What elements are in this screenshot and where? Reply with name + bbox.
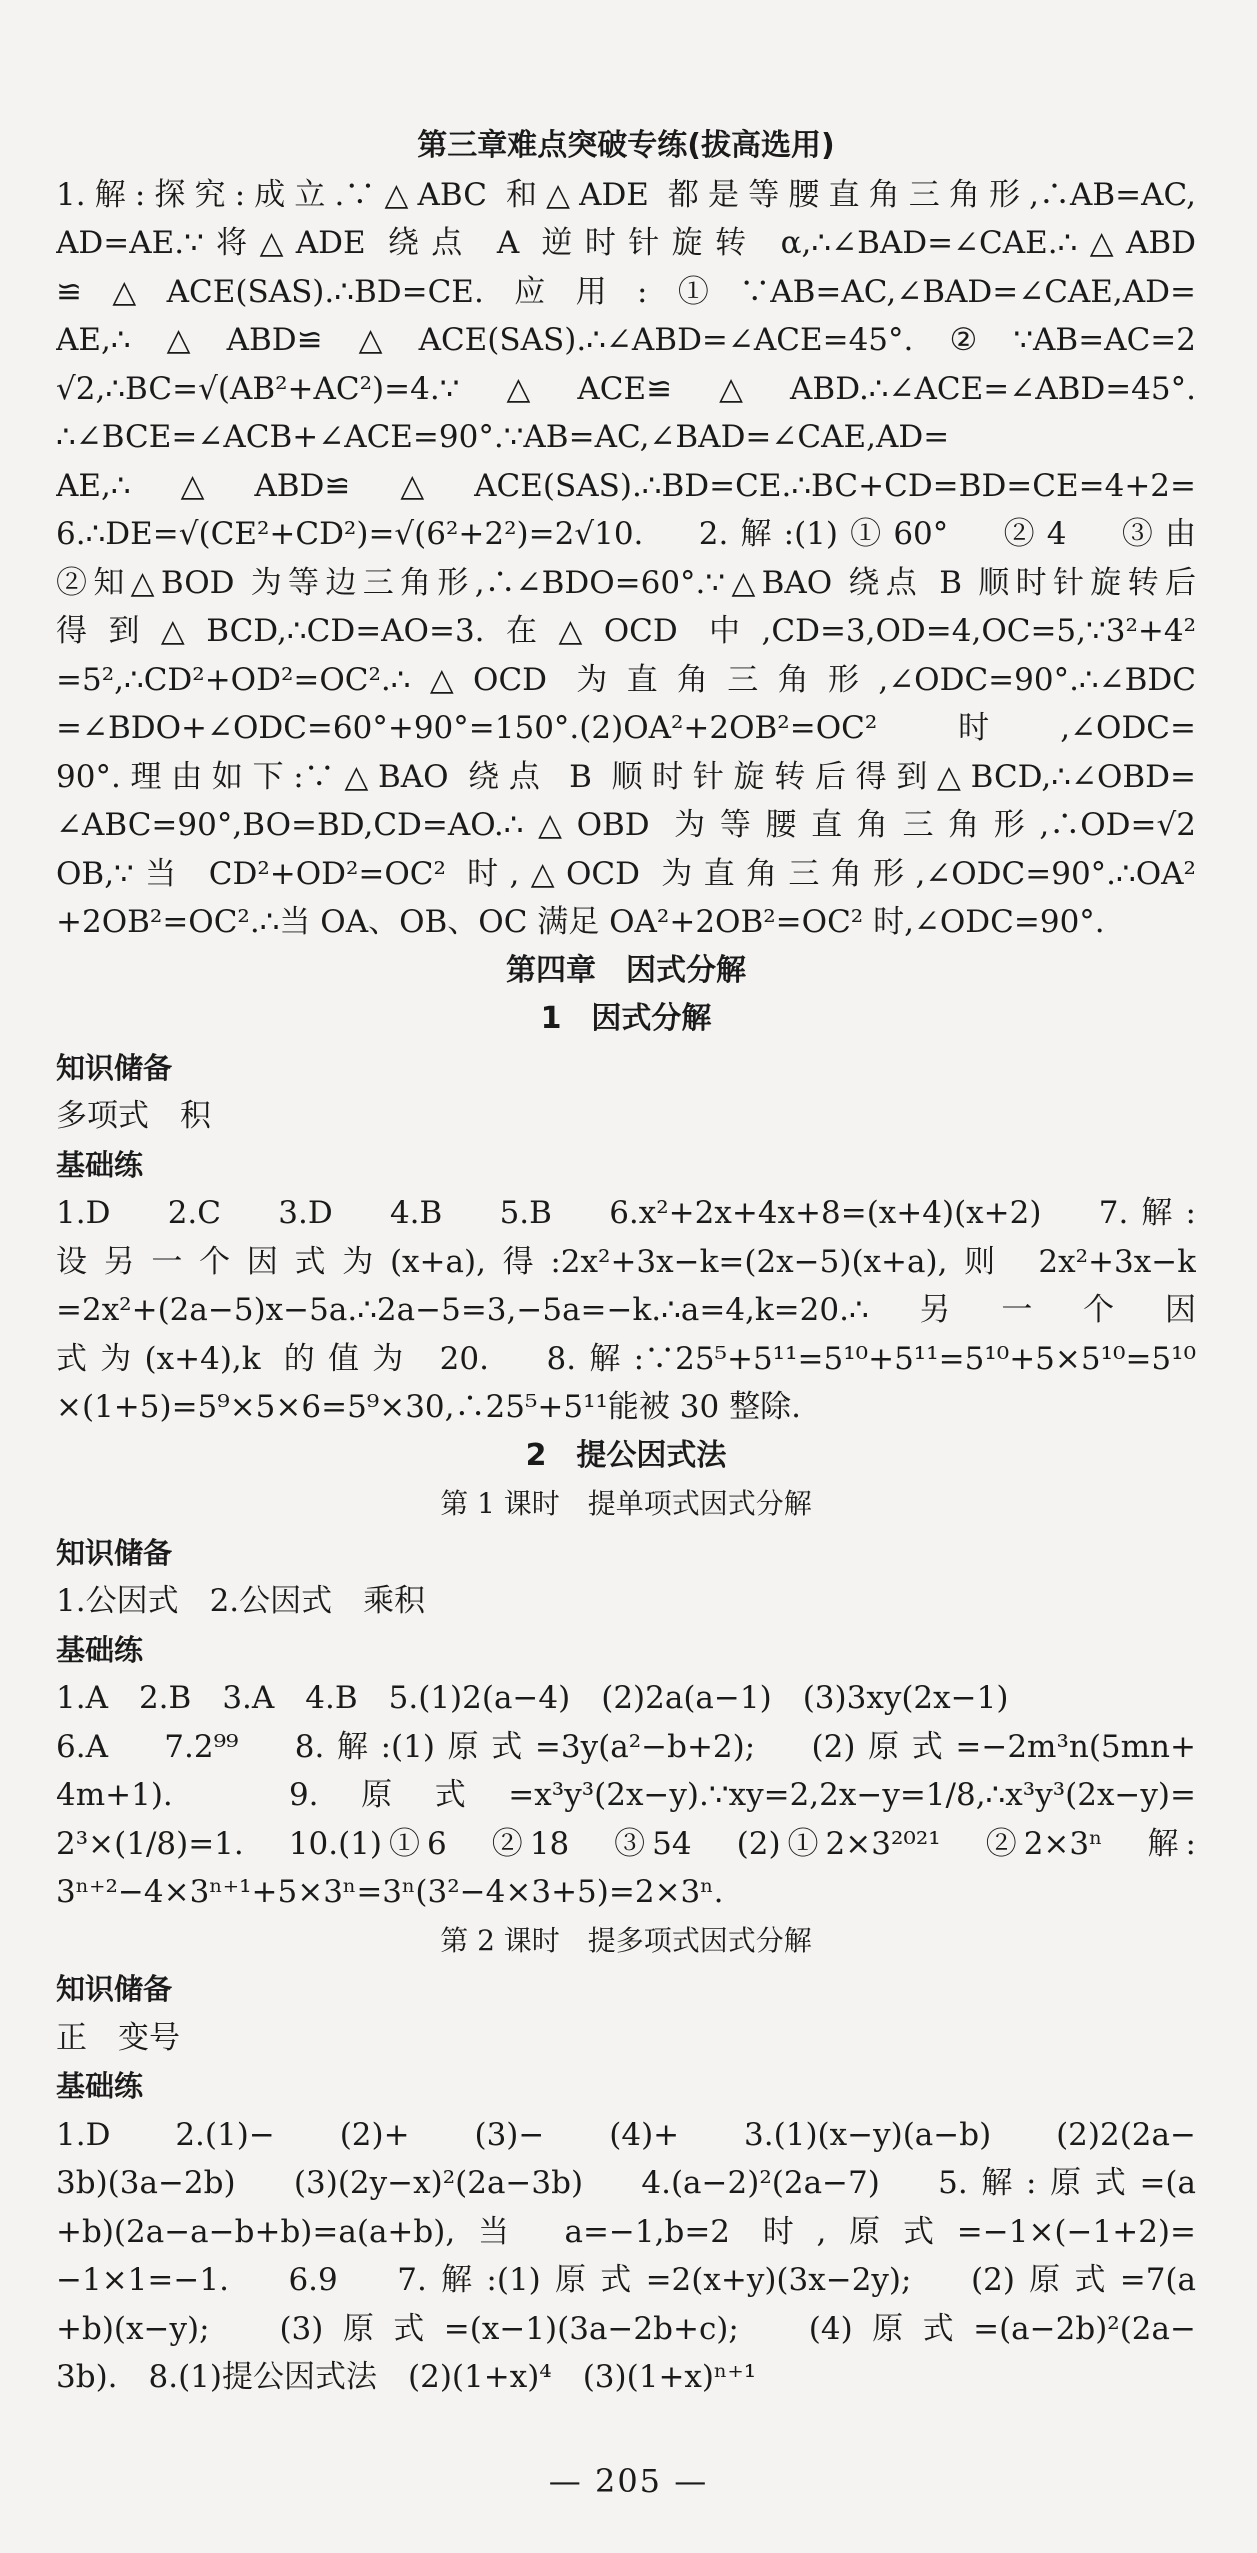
text-line: +b)(x−y); (3)原式=(x−1)(3a−2b+c); (4)原式=(a−2b)²(2a− [56, 2310, 1196, 2347]
text-line: OB,∵当 CD²+OD²=OC² 时,△OCD 为直角三角形,∠ODC=90°.∴OA² [56, 855, 1196, 892]
text-line: ×(1+5)=5⁹×5×6=5⁹×30,∴25⁵+5¹¹能被 30 整除. [56, 1389, 801, 1425]
text-line: +2OB²=OC².∴当 OA、OB、OC 满足 OA²+2OB²=OC² 时,∠ODC=90°. [56, 904, 1105, 940]
section-title: 第三章难点突破专练(拔高选用) [417, 128, 835, 163]
text-line: +b)(2a−a−b+b)=a(a+b),当 a=−1,b=2 时,原式=−1×(−1+2)= [56, 2213, 1196, 2250]
text-line: 4m+1). 9.原式=x³y³(2x−y).∵xy=2,2x−y=1/8,∴x³y³(2x−y)= [56, 1777, 1196, 1813]
text-line: ≌△ACE(SAS).∴BD=CE.应用:①∵AB=AC,∠BAD=∠CAE,AD= [56, 273, 1196, 310]
text-line: 6.∴DE=√(CE²+CD²)=√(6²+2²)=2√10. 2.解:(1)①60° ②4 ③由 [56, 516, 1196, 552]
section-heading: 知识储备 [56, 1535, 173, 1570]
text-line: =5²,∴CD²+OD²=OC².∴△OCD 为直角三角形,∠ODC=90°.∴∠BDC [56, 661, 1196, 698]
section-title: 2 提公因式法 [525, 1437, 727, 1473]
text-line: 3b). 8.(1)提公因式法 (2)(1+x)⁴ (3)(1+x)ⁿ⁺¹ [56, 2359, 757, 2395]
section-title: 第 1 课时 提单项式因式分解 [440, 1487, 812, 1520]
text-line: 式为(x+4),k 的值为 20. 8.解:∵25⁵+5¹¹=5¹⁰+5¹¹=5¹⁰+5×5¹⁰=5¹⁰ [56, 1340, 1196, 1377]
text-line: =∠BDO+∠ODC=60°+90°=150°.(2)OA²+2OB²=OC² 时,∠ODC= [56, 710, 1196, 746]
text-line: ∠ABC=90°,BO=BD,CD=AO.∴△OBD 为等腰直角三角形,∴OD=√2 [56, 807, 1196, 843]
section-heading: 基础练 [56, 1632, 144, 1667]
text-line: 3ⁿ⁺²−4×3ⁿ⁺¹+5×3ⁿ=3ⁿ(3²−4×3+5)=2×3ⁿ. [56, 1874, 724, 1910]
text-line: 多项式 积 [56, 1098, 211, 1134]
text-line: ∴∠BCE=∠ACB+∠ACE=90°.∵AB=AC,∠BAD=∠CAE,AD= [56, 419, 950, 455]
text-line: 1.公因式 2.公因式 乘积 [56, 1583, 426, 1619]
text-line: 90°.理由如下:∵△BAO 绕点 B 顺时针旋转后得到△BCD,∴∠OBD= [56, 758, 1196, 795]
section-heading: 知识储备 [56, 1050, 173, 1085]
section-heading: 基础练 [56, 2069, 144, 2103]
section-title: 第 2 课时 提多项式因式分解 [440, 1923, 812, 1957]
text-line: AE,∴△ABD≌△ACE(SAS).∴∠ABD=∠ACE=45°.②∵AB=AC=2 [56, 322, 1196, 358]
text-line: 6.A 7.2⁹⁹ 8.解:(1)原式=3y(a²−b+2); (2)原式=−2m³n(5mn+ [56, 1728, 1196, 1765]
text-line: 1.D 2.(1)− (2)+ (3)− (4)+ 3.(1)(x−y)(a−b) (2)2(2a− [56, 2116, 1196, 2153]
text-line: −1×1=−1. 6.9 7.解:(1)原式=2(x+y)(3x−2y); (2)原式=7(a [56, 2262, 1196, 2298]
page-number: — 205 — [548, 2462, 709, 2500]
text-line: √2,∴BC=√(AB²+AC²)=4.∵△ACE≌△ABD.∴∠ACE=∠ABD=45°. [56, 370, 1196, 407]
text-line: 得到△BCD,∴CD=AO=3.在△OCD 中,CD=3,OD=4,OC=5,∵3²+4² [56, 613, 1196, 649]
text-line: 1.A 2.B 3.A 4.B 5.(1)2(a−4) (2)2a(a−1) (3)3xy(2x−1) [56, 1680, 1009, 1716]
text-line: 设另一个因式为(x+a),得:2x²+3x−k=(2x−5)(x+a),则 2x²+3x−k [56, 1243, 1196, 1280]
section-title: 第四章 因式分解 [506, 952, 746, 988]
section-title: 1 因式分解 [540, 1001, 712, 1036]
section-heading: 知识储备 [56, 1972, 173, 2006]
text-line: AE,∴△ABD≌△ACE(SAS).∴BD=CE.∴BC+CD=BD=CE=4+2= [56, 467, 1196, 504]
section-heading: 基础练 [56, 1147, 144, 1182]
text-line: ②知△BOD 为等边三角形,∴∠BDO=60°.∵△BAO 绕点 B 顺时针旋转后 [56, 564, 1196, 601]
text-line: 2³×(1/8)=1. 10.(1)①6 ②18 ③54 (2)①2×3²⁰²¹ ②2×3ⁿ 解: [56, 1825, 1196, 1862]
text-line: 1.D 2.C 3.D 4.B 5.B 6.x²+2x+4x+8=(x+4)(x+2) 7.解: [56, 1195, 1196, 1231]
answer-text [56, 122, 1196, 2402]
text-line: 3b)(3a−2b) (3)(2y−x)²(2a−3b) 4.(a−2)²(2a−7) 5.解:原式=(a [56, 2165, 1196, 2201]
text-line: 1.解:探究:成立.∵△ABC 和△ADE 都是等腰直角三角形,∴AB=AC, [56, 176, 1196, 213]
text-line: =2x²+(2a−5)x−5a.∴2a−5=3,−5a=−k.∴a=4,k=20.∴另一个因 [56, 1292, 1196, 1328]
text-line: AD=AE.∵将△ADE 绕点 A 逆时针旋转 α,∴∠BAD=∠CAE.∴△ABD [56, 225, 1196, 261]
text-line: 正 变号 [56, 2019, 180, 2056]
